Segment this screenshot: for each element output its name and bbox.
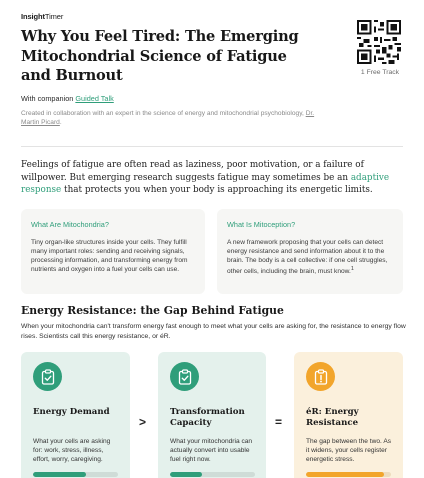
author-link[interactable]: Dr. Martin Picard: [21, 109, 315, 126]
capacity-level-bar: [170, 472, 255, 477]
section-title: Energy Resistance: the Gap Behind Fatigue: [21, 304, 284, 317]
energy-demand-panel: [21, 352, 130, 478]
resistance-level-bar: [306, 472, 391, 477]
demand-level-bar: [33, 472, 118, 477]
greater-than-operator: >: [139, 415, 147, 429]
panel-body: What your cells are asking for: work, stress, illness, effort, worry, caregiving.: [33, 438, 111, 463]
panel-title: Energy Demand: [33, 407, 110, 417]
highlighted-phrase: adaptive response: [21, 172, 390, 196]
panel-title: éR: Energy Resistance: [306, 407, 359, 428]
card-body: Tiny organ-like structures inside your cells. They fulfill many important roles: sending and receiving signals, processing information, and transforming energy from nutrients and oxygen into a fuel your cells can use.: [31, 239, 188, 274]
card-title: What Are Mitochondria?: [31, 220, 109, 229]
divider: [21, 146, 403, 147]
transformation-capacity-panel: [158, 352, 266, 478]
intro-paragraph: Feelings of fatigue are often read as laziness, poor motivation, or a failure of willpower. But emerging research suggests fatigue may sometimes be an adaptive response that protects you when your body is approaching its energetic limits.: [21, 160, 390, 196]
panel-title: Transformation Capacity: [170, 407, 245, 428]
card-body: A new framework proposing that your cells can detect energy resistance and send information about it to the brain. The body is a cell collective: if one cell struggles, other cells, including the brain, must know.$^1$: [227, 239, 388, 276]
footnote-marker[interactable]: 1: [350, 266, 354, 273]
panel-body: The gap between the two. As it widens, your cells register energetic stress.: [306, 438, 392, 463]
clipboard-check-icon: [33, 362, 62, 391]
mitochondria-card: [21, 209, 205, 294]
clipboard-check-icon: [170, 362, 199, 391]
card-title: What Is Mitoception?: [227, 220, 296, 229]
collaboration-note: Created in collaboration with an expert in the science of energy and mitochondrial psychobiology, Dr. Martin Picard.: [21, 109, 315, 126]
level-fill: [306, 472, 384, 477]
brand-logo[interactable]: InsightTimer: [21, 12, 64, 21]
section-subtitle: When your mitochondria can't transform energy fast enough to meet what your cells are asking for, the resistance to energy flow rises. Scientists call this energy resistance, or éR.: [21, 323, 406, 340]
companion-line: With companion Guided Talk: [21, 93, 114, 103]
qr-caption: 1 Free Track: [360, 69, 400, 76]
clipboard-alert-icon: [306, 362, 335, 391]
panel-body: What your mitochondria can actually convert into usable fuel right now.: [170, 438, 253, 463]
guided-talk-link[interactable]: Guided Talk: [75, 93, 114, 103]
energy-resistance-panel: [294, 352, 403, 478]
level-fill: [170, 472, 202, 477]
equals-operator: =: [275, 415, 283, 429]
page-title: Why You Feel Tired: The Emerging Mitochondrial Science of Fatigue and Burnout: [21, 28, 299, 84]
article-header: [21, 12, 321, 127]
qr-code[interactable]: [357, 20, 401, 64]
mitoception-card: [217, 209, 403, 294]
level-fill: [33, 472, 86, 477]
